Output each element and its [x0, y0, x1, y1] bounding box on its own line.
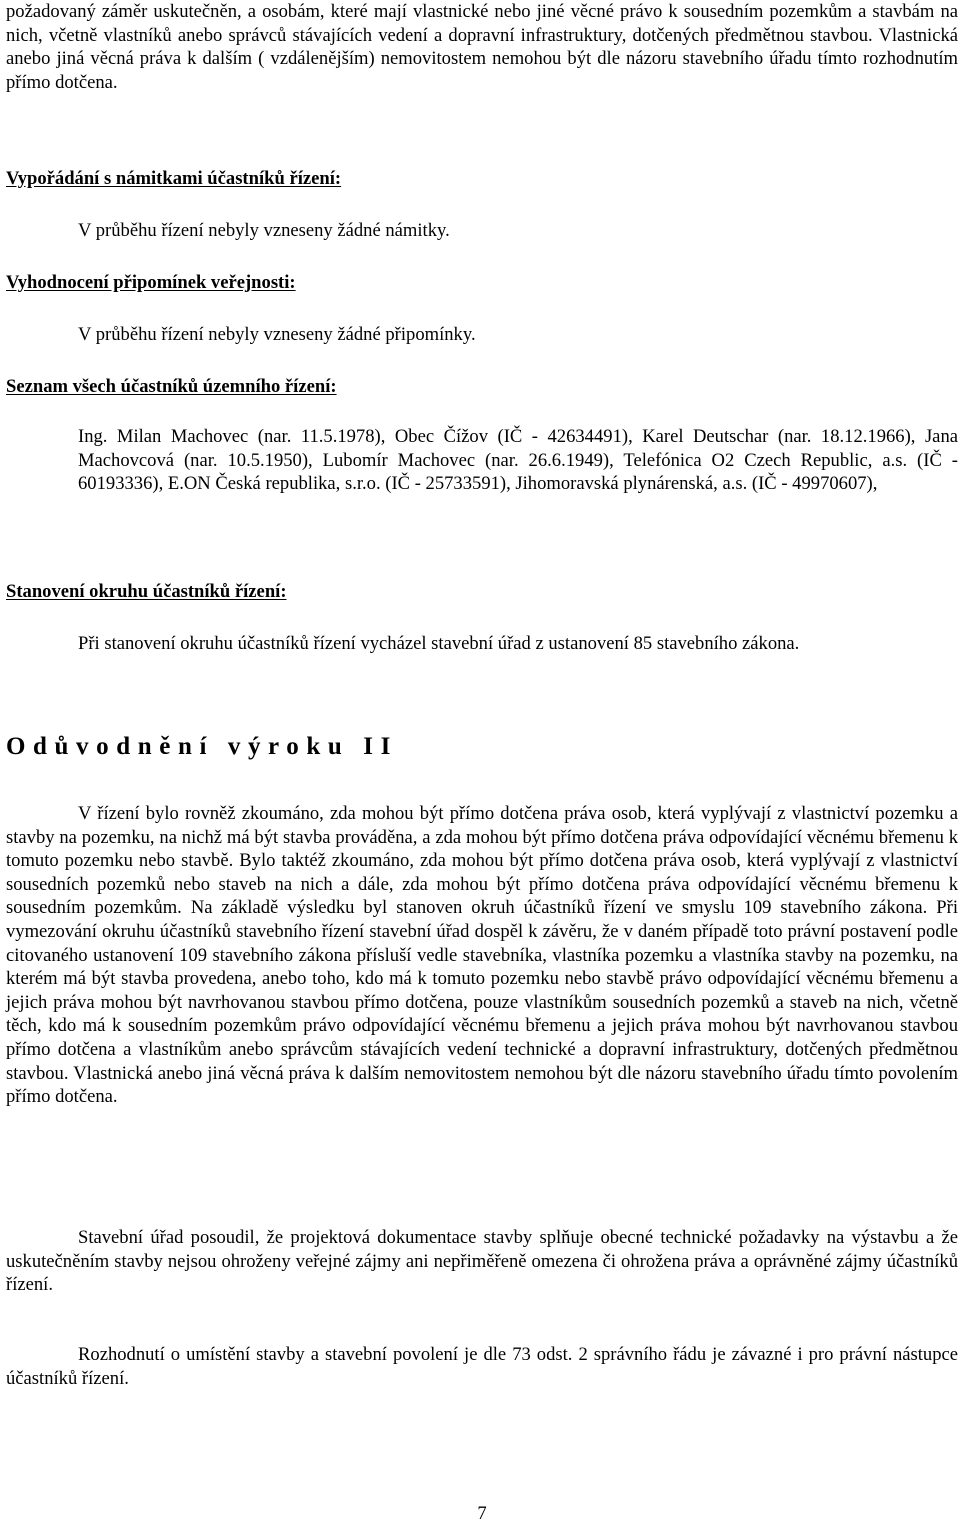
reasoning-paragraph-1 — [6, 802, 958, 1109]
reasoning-paragraph-2 — [6, 1226, 958, 1297]
reasoning-text-2: Stavební úřad posoudil, že projektová dokumentace stavby splňuje obecné technické požadavky na výstavbu a že uskutečněním stavby nejsou ohroženy veřejné zájmy ani nepřiměřeně omezena či ohrožena práva a oprávněné zájmy účastníků řízení. — [6, 1227, 958, 1296]
scope-heading: Stanovení okruhu účastníků řízení: — [6, 581, 287, 602]
reasoning-text-3: Rozhodnutí o umístění stavby a stavební povolení je dle 73 odst. 2 správního řádu je závazné i pro právní nástupce účastníků řízení. — [6, 1344, 958, 1389]
reasoning-paragraph-3 — [6, 1343, 958, 1390]
reasoning-text-1: V řízení bylo rovněž zkoumáno, zda mohou být přímo dotčena práva osob, která vyplývají z vlastnictví pozemku a stavby na pozemku, na nichž má být stavba prováděna, a zda mohou být přímo dotčena práva odpovídající věcnému břemenu k tomuto pozemku nebo stavbě. Bylo taktéž zkoumáno, zda mohou být přímo dotčena práva osob, která vyplývají z vlastnictví sousedních pozemků nebo staveb na nich a dále, zda mohou být přímo dotčena práva odpovídající věcnému břemenu k sousedním pozemkům. Na základě výsledku byl stanoven okruh účastníků řízení ve smyslu 109 stavebního zákona. Při vymezování okruhu účastníků stavebního řízení stavební úřad dospěl k závěru, že v daném případě toto právní postavení podle citovaného ustanovení 109 stavebního zákona přísluší vedle stavebníka, vlastníka pozemku a vlastníka stavby na pozemku, na kterém má být stavba provedena, anebo toho, kdo má k tomuto pozemku nebo stavbě právo odpovídající věcnému břemenu a jejich práva mohou být navrhovanou stavbou přímo dotčena, pouze vlastníkům sousedních pozemků a staveb na nich, včetně těch, kdo má k sousedním pozemkům právo odpovídající věcnému břemenu a jejich práva mohou být navrhovanou stavbou přímo dotčena a vlastníkům anebo správcům stávajících vedení technické a dopravní infrastruktury, dotčených předmětnou stavbou. Vlastnická anebo jiná věcná práva k dalším nemovitostem nemohou být dle názoru stavebního úřadu tímto povolením přímo dotčena. — [6, 803, 958, 1108]
page-number: 7 — [477, 1503, 487, 1524]
objections-heading: Vypořádání s námitkami účastníků řízení: — [6, 168, 342, 189]
objections-text: V průběhu řízení nebyly vzneseny žádné námitky. — [78, 220, 450, 241]
reasoning-title: Odůvodnění výroku II — [6, 733, 398, 760]
intro-text: požadovaný záměr uskutečněn, a osobám, které mají vlastnické nebo jiné věcné právo k sousedním pozemkům a stavbám na nich, včetně vlastníků anebo správců stávajících vedení a dopravní infrastruktury, dotčených předmětnou stavbou. Vlastnická anebo jiná věcná práva k dalším ( vzdálenějším) nemovitostem nemohou být dle názoru stavebního úřadu tímto rozhodnutím přímo dotčena. — [6, 1, 958, 93]
scope-paragraph — [6, 632, 958, 656]
scope-text: Při stanovení okruhu účastníků řízení vycházel stavební úřad z ustanovení 85 stavebního zákona. — [78, 633, 800, 654]
participants-list — [78, 425, 958, 496]
participants-text: Ing. Milan Machovec (nar. 11.5.1978), Obec Čížov (IČ - 42634491), Karel Deutschar (nar. 18.12.1966), Jana Machovcová (nar. 10.5.1950), Lubomír Machovec (nar. 26.6.1949), Telefónica O2 Czech Republic, a.s. (IČ - 60193336), E.ON Česká republika, s.r.o. (IČ - 25733591), Jihomoravská plynárenská, a.s. (IČ - 49970607), — [78, 426, 958, 495]
intro-paragraph — [6, 0, 958, 94]
public-comments-text: V průběhu řízení nebyly vzneseny žádné připomínky. — [78, 324, 476, 345]
public-comments-heading: Vyhodnocení připomínek veřejnosti: — [6, 272, 296, 293]
participants-heading: Seznam všech účastníků územního řízení: — [6, 376, 337, 397]
document-page — [6, 0, 958, 1524]
